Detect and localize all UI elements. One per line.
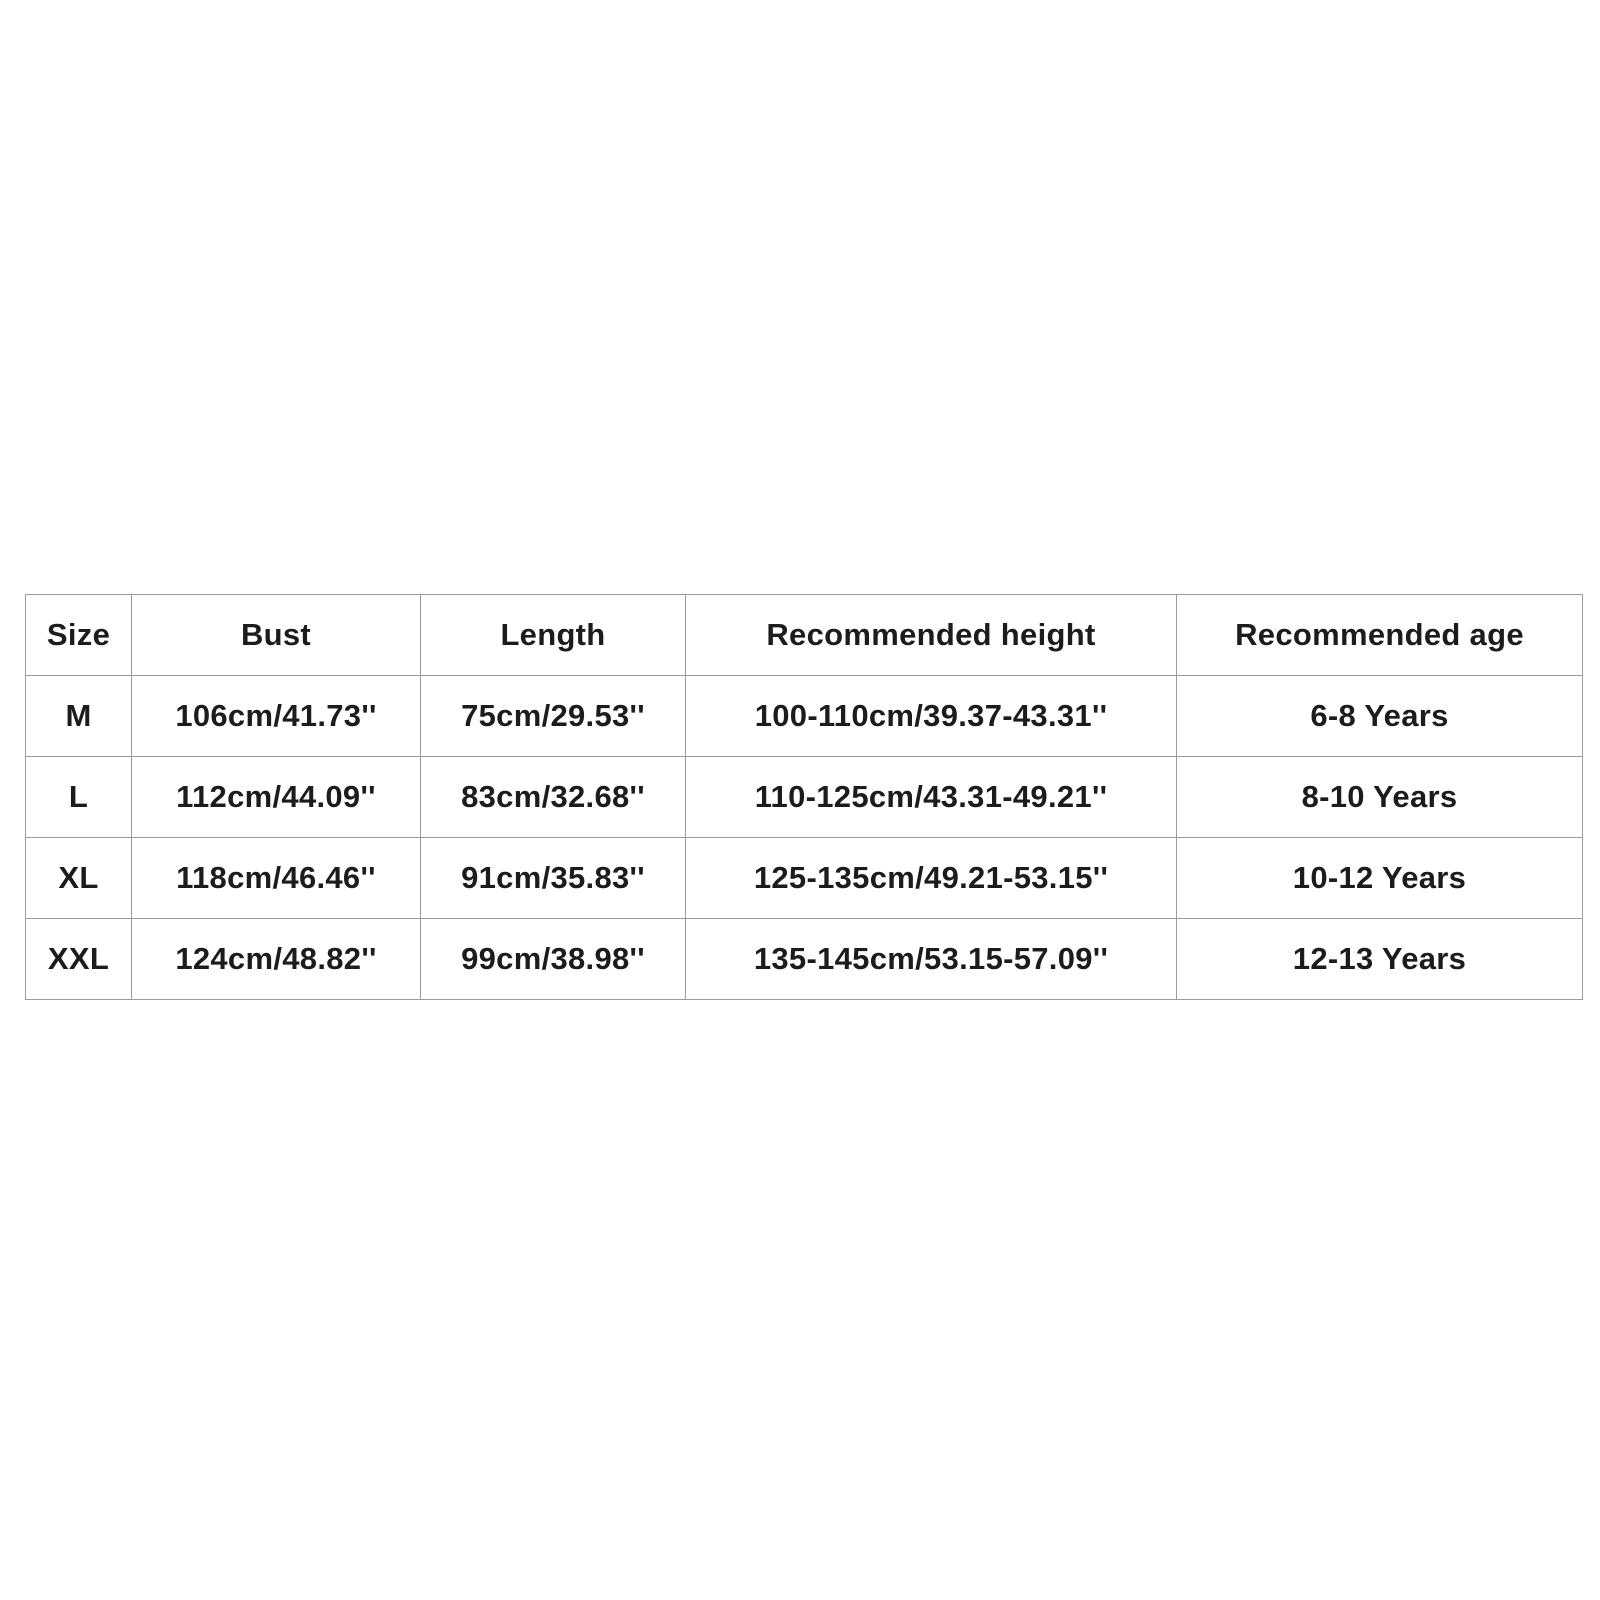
header-size: Size (26, 595, 132, 676)
cell-recommended-age: 10-12 Years (1177, 838, 1583, 919)
cell-recommended-height: 100-110cm/39.37-43.31'' (686, 676, 1177, 757)
cell-recommended-height: 125-135cm/49.21-53.15'' (686, 838, 1177, 919)
header-recommended-height: Recommended height (686, 595, 1177, 676)
cell-length: 99cm/38.98'' (421, 919, 686, 1000)
cell-size: M (26, 676, 132, 757)
cell-recommended-height: 135-145cm/53.15-57.09'' (686, 919, 1177, 1000)
cell-bust: 112cm/44.09'' (132, 757, 421, 838)
cell-recommended-age: 12-13 Years (1177, 919, 1583, 1000)
cell-length: 91cm/35.83'' (421, 838, 686, 919)
cell-size: XL (26, 838, 132, 919)
cell-length: 75cm/29.53'' (421, 676, 686, 757)
table-row (26, 919, 1583, 1000)
cell-bust: 106cm/41.73'' (132, 676, 421, 757)
header-bust: Bust (132, 595, 421, 676)
cell-bust: 118cm/46.46'' (132, 838, 421, 919)
cell-recommended-age: 6-8 Years (1177, 676, 1583, 757)
cell-size: L (26, 757, 132, 838)
cell-recommended-height: 110-125cm/43.31-49.21'' (686, 757, 1177, 838)
cell-recommended-age: 8-10 Years (1177, 757, 1583, 838)
cell-length: 83cm/32.68'' (421, 757, 686, 838)
header-recommended-age: Recommended age (1177, 595, 1583, 676)
cell-size: XXL (26, 919, 132, 1000)
size-chart-table (25, 594, 1583, 1000)
table-row (26, 676, 1583, 757)
table-row (26, 838, 1583, 919)
cell-bust: 124cm/48.82'' (132, 919, 421, 1000)
table-header-row (26, 595, 1583, 676)
table-row (26, 757, 1583, 838)
header-length: Length (421, 595, 686, 676)
